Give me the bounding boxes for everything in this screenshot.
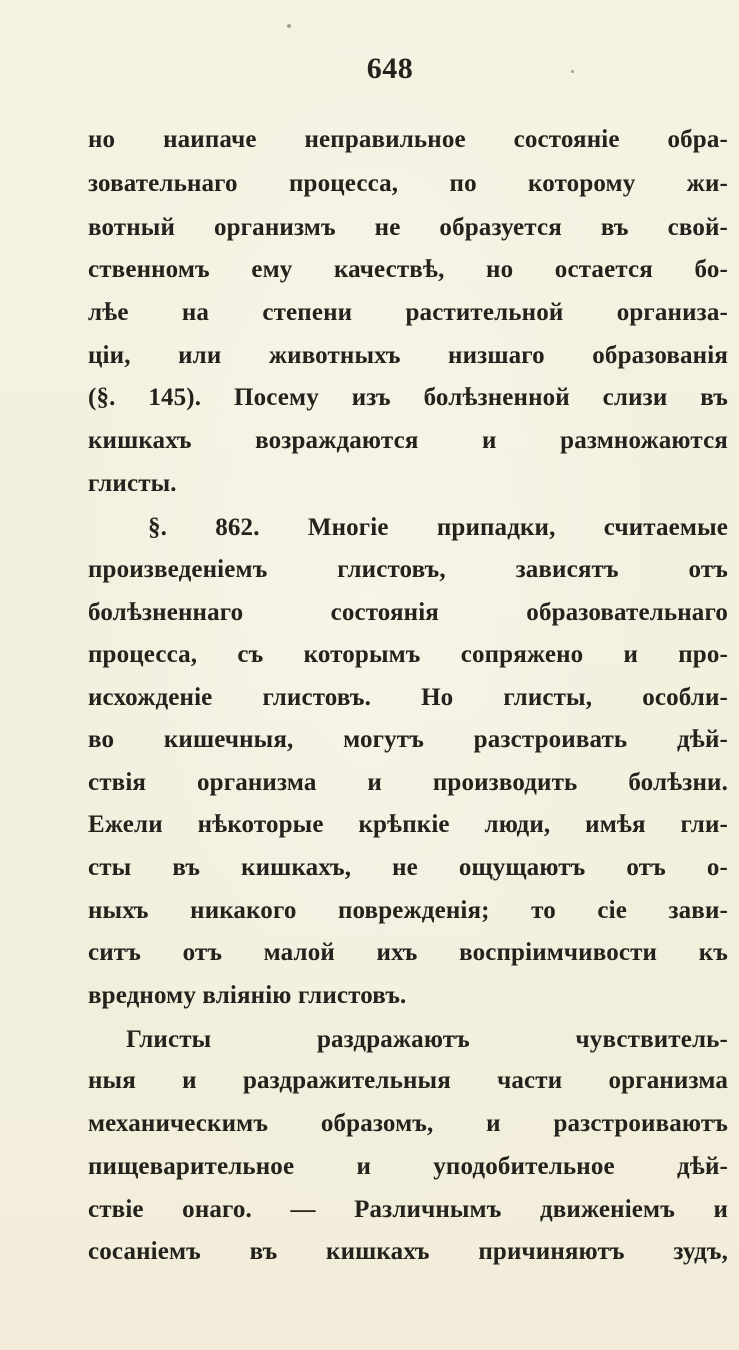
text-line-10: §. 862. Многіе припадки, считаемые [148, 514, 728, 541]
text-line-9: глисты. [88, 470, 177, 497]
text-line-15: во кишечныя, могутъ разстроивать дѣй- [88, 726, 728, 753]
text-line-22: Глисты раздражаютъ чувствитель- [126, 1026, 728, 1053]
text-line-5: лѣе на степени растительной организа- [88, 299, 728, 326]
text-line-19: ныхъ никакого поврежденія; то сіе зави- [88, 897, 728, 924]
text-line-25: пищеварительное и уподобительное дѣй- [88, 1153, 728, 1180]
text-line-23: ныя и раздражительныя части организма [88, 1067, 728, 1094]
text-line-13: процесса, съ которымъ сопряжено и про- [88, 641, 728, 668]
text-line-26: ствіе онаго. — Различнымъ движеніемъ и [88, 1196, 728, 1223]
text-line-2: зовательнаго процесса, по которому жи- [88, 170, 728, 197]
text-line-14: исхожденіе глистовъ. Но глисты, особли- [88, 684, 728, 711]
text-line-18: сты въ кишкахъ, не ощущаютъ отъ о- [88, 854, 728, 881]
text-line-11: произведеніемъ глистовъ, зависятъ отъ [88, 556, 728, 583]
text-line-7: (§. 145). Посему изъ болѣзненной слизи въ [88, 384, 728, 411]
text-line-1: но наипаче неправильное состояніе обра- [88, 126, 728, 153]
text-line-16: ствія организма и производить болѣзни. [88, 769, 728, 796]
text-line-21: вредному вліянію глистовъ. [88, 982, 407, 1009]
text-line-20: ситъ отъ малой ихъ воспріимчивости къ [88, 939, 728, 966]
text-line-3: вотный организмъ не образуется въ свой- [88, 214, 728, 241]
page-number: 648 [366, 52, 414, 85]
text-line-8: кишкахъ возраждаются и размножаются [88, 427, 728, 454]
text-line-4: ственномъ ему качествѣ, но остается бо- [88, 256, 728, 283]
text-line-24: механическимъ образомъ, и разстроиваютъ [88, 1110, 728, 1137]
text-line-12: болѣзненнаго состоянія образовательнаго [88, 599, 728, 626]
text-line-17: Ежели нѣкоторые крѣпкіе люди, имѣя гли- [88, 811, 728, 838]
text-line-27: сосаніемъ въ кишкахъ причиняютъ зудъ, [88, 1238, 728, 1265]
text-line-6: ціи, или животныхъ низшаго образованія [88, 342, 728, 369]
